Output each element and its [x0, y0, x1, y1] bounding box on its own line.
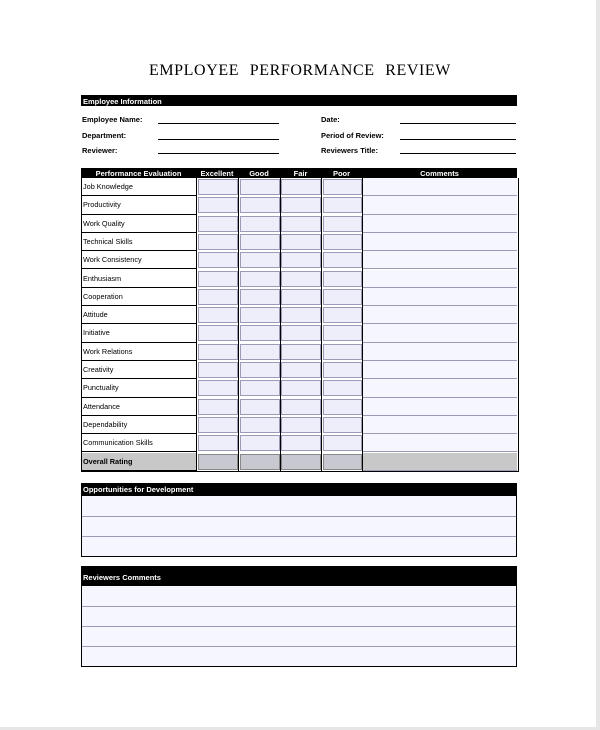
column-separator [321, 178, 322, 471]
criteria-label: Work Consistency [82, 251, 197, 269]
criteria-row [82, 398, 518, 416]
rating-poor-box[interactable] [323, 435, 362, 451]
rating-good-box[interactable] [240, 234, 280, 250]
rating-poor-box[interactable] [323, 399, 362, 415]
rating-poor-box[interactable] [323, 344, 362, 360]
reviewers-comments-line [82, 606, 516, 607]
reviewers-comments-line [82, 646, 516, 647]
rating-poor-box[interactable] [323, 325, 362, 341]
criteria-row [82, 288, 518, 306]
period-of-review-field[interactable] [400, 139, 516, 140]
criteria-row [82, 233, 518, 251]
employee-info-header-label: Employee Information [83, 97, 162, 106]
rating-excellent-box[interactable] [198, 234, 238, 250]
excellent-header: Excellent [200, 169, 234, 178]
rating-fair-box[interactable] [281, 435, 321, 451]
rating-good-box[interactable] [240, 289, 280, 305]
criteria-row [82, 178, 518, 196]
criteria-label: Initiative [82, 324, 197, 342]
comments-field[interactable] [363, 343, 517, 361]
rating-fair-box[interactable] [281, 454, 321, 470]
rating-good-box[interactable] [240, 271, 280, 287]
rating-fair-box[interactable] [281, 307, 321, 323]
rating-poor-box[interactable] [323, 454, 362, 470]
rating-fair-box[interactable] [281, 252, 321, 268]
rating-good-box[interactable] [240, 325, 280, 341]
criteria-label: Work Quality [82, 215, 197, 233]
column-separator [238, 178, 239, 471]
criteria-label: Technical Skills [82, 233, 197, 251]
overall-rating-row [82, 453, 518, 471]
rating-good-box[interactable] [240, 380, 280, 396]
rating-good-box[interactable] [240, 454, 280, 470]
criteria-row [82, 306, 518, 324]
reviewers-comments-header [81, 566, 517, 585]
comments-field[interactable] [363, 306, 517, 324]
rating-excellent-box[interactable] [198, 399, 238, 415]
reviewers-comments-header-label: Reviewers Comments [83, 573, 161, 582]
fair-header: Fair [293, 169, 308, 178]
column-separator [362, 178, 363, 471]
rating-poor-box[interactable] [323, 252, 362, 268]
rating-good-box[interactable] [240, 179, 280, 195]
criteria-row [82, 379, 518, 397]
reviewer-field[interactable] [158, 153, 279, 154]
rating-excellent-box[interactable] [198, 252, 238, 268]
page-shadow-right [596, 0, 600, 730]
rating-excellent-box[interactable] [198, 380, 238, 396]
comments-field[interactable] [363, 270, 517, 288]
date-field[interactable] [400, 123, 516, 124]
poor-header: Poor [332, 169, 351, 178]
rating-poor-box[interactable] [323, 197, 362, 213]
employee-name-label: Employee Name: [82, 115, 143, 124]
department-label: Department: [82, 131, 127, 140]
criteria-row [82, 343, 518, 361]
comments-field[interactable] [363, 288, 517, 306]
column-separator [280, 178, 281, 471]
rating-excellent-box[interactable] [198, 454, 238, 470]
comments-field[interactable] [363, 379, 517, 397]
criteria-label: Cooperation [82, 288, 197, 306]
title-word: EMPLOYEE [148, 62, 240, 79]
reviewers-comments-lines[interactable] [81, 585, 517, 667]
rating-excellent-box[interactable] [198, 344, 238, 360]
overall-rating-label: Overall Rating [82, 453, 197, 471]
rating-excellent-box[interactable] [198, 307, 238, 323]
comments-field[interactable] [363, 416, 517, 434]
criteria-header: Performance Evaluation [95, 169, 182, 178]
rating-fair-box[interactable] [281, 362, 321, 378]
rating-poor-box[interactable] [323, 271, 362, 287]
comments-field[interactable] [363, 434, 517, 452]
comments-field[interactable] [363, 453, 517, 471]
evaluation-grid [81, 178, 519, 472]
comments-field[interactable] [363, 361, 517, 379]
rating-excellent-box[interactable] [198, 435, 238, 451]
good-header: Good [249, 169, 269, 178]
rating-fair-box[interactable] [281, 234, 321, 250]
reviewers-title-field[interactable] [400, 153, 516, 154]
period-of-review-label: Period of Review: [321, 131, 384, 140]
column-separator [196, 178, 197, 471]
rating-poor-box[interactable] [323, 362, 362, 378]
criteria-row [82, 215, 518, 233]
rating-fair-box[interactable] [281, 417, 321, 433]
rating-excellent-box[interactable] [198, 197, 238, 213]
rating-fair-box[interactable] [281, 399, 321, 415]
rating-fair-box[interactable] [281, 271, 321, 287]
comments-field[interactable] [363, 398, 517, 416]
criteria-label: Productivity [82, 196, 197, 214]
reviewers-title-label: Reviewers Title: [321, 146, 378, 155]
rating-good-box[interactable] [240, 435, 280, 451]
rating-fair-box[interactable] [281, 197, 321, 213]
comments-field[interactable] [363, 251, 517, 269]
reviewer-label: Reviewer: [82, 146, 118, 155]
reviewers-comments-line [82, 626, 516, 627]
development-line [82, 536, 516, 537]
rating-fair-box[interactable] [281, 325, 321, 341]
rating-poor-box[interactable] [323, 417, 362, 433]
rating-poor-box[interactable] [323, 216, 362, 232]
rating-excellent-box[interactable] [198, 417, 238, 433]
form-title [0, 62, 600, 80]
rating-good-box[interactable] [240, 252, 280, 268]
rating-good-box[interactable] [240, 417, 280, 433]
rating-excellent-box[interactable] [198, 179, 238, 195]
rating-fair-box[interactable] [281, 179, 321, 195]
comments-field[interactable] [363, 196, 517, 214]
rating-fair-box[interactable] [281, 380, 321, 396]
department-field[interactable] [158, 139, 279, 140]
rating-good-box[interactable] [240, 362, 280, 378]
comments-field[interactable] [363, 233, 517, 251]
development-lines[interactable] [81, 495, 517, 557]
criteria-row [82, 324, 518, 342]
rating-good-box[interactable] [240, 197, 280, 213]
rating-poor-box[interactable] [323, 179, 362, 195]
rating-poor-box[interactable] [323, 307, 362, 323]
criteria-row [82, 416, 518, 434]
comments-field[interactable] [363, 178, 517, 196]
criteria-label: Communication Skills [82, 434, 197, 452]
employee-info-header [81, 95, 517, 106]
development-line [82, 516, 516, 517]
criteria-label: Work Relations [82, 343, 197, 361]
rating-fair-box[interactable] [281, 216, 321, 232]
rating-good-box[interactable] [240, 344, 280, 360]
rating-excellent-box[interactable] [198, 271, 238, 287]
title-word: PERFORMANCE [249, 62, 375, 79]
criteria-label: Job Knowledge [82, 178, 197, 196]
criteria-row [82, 270, 518, 288]
criteria-label: Attitude [82, 306, 197, 324]
rating-excellent-box[interactable] [198, 289, 238, 305]
criteria-label: Enthusiasm [82, 270, 197, 288]
comments-field[interactable] [363, 215, 517, 233]
criteria-label: Creativity [82, 361, 197, 379]
criteria-row [82, 196, 518, 214]
criteria-label: Dependability [82, 416, 197, 434]
comments-field[interactable] [363, 324, 517, 342]
rating-good-box[interactable] [240, 399, 280, 415]
criteria-label: Attendance [82, 398, 197, 416]
employee-name-field[interactable] [158, 123, 279, 124]
comments-header: Comments [420, 169, 459, 178]
evaluation-header-row [81, 168, 517, 178]
rating-poor-box[interactable] [323, 380, 362, 396]
title-word: REVIEW [385, 62, 452, 79]
date-label: Date: [321, 115, 340, 124]
rating-fair-box[interactable] [281, 289, 321, 305]
criteria-row [82, 434, 518, 452]
rating-excellent-box[interactable] [198, 325, 238, 341]
criteria-row [82, 361, 518, 379]
development-header [81, 483, 517, 495]
rating-good-box[interactable] [240, 216, 280, 232]
rating-poor-box[interactable] [323, 234, 362, 250]
rating-excellent-box[interactable] [198, 216, 238, 232]
rating-excellent-box[interactable] [198, 362, 238, 378]
criteria-row [82, 251, 518, 269]
rating-fair-box[interactable] [281, 344, 321, 360]
rating-good-box[interactable] [240, 307, 280, 323]
development-header-label: Opportunities for Development [83, 485, 194, 494]
rating-poor-box[interactable] [323, 289, 362, 305]
criteria-label: Punctuality [82, 379, 197, 397]
